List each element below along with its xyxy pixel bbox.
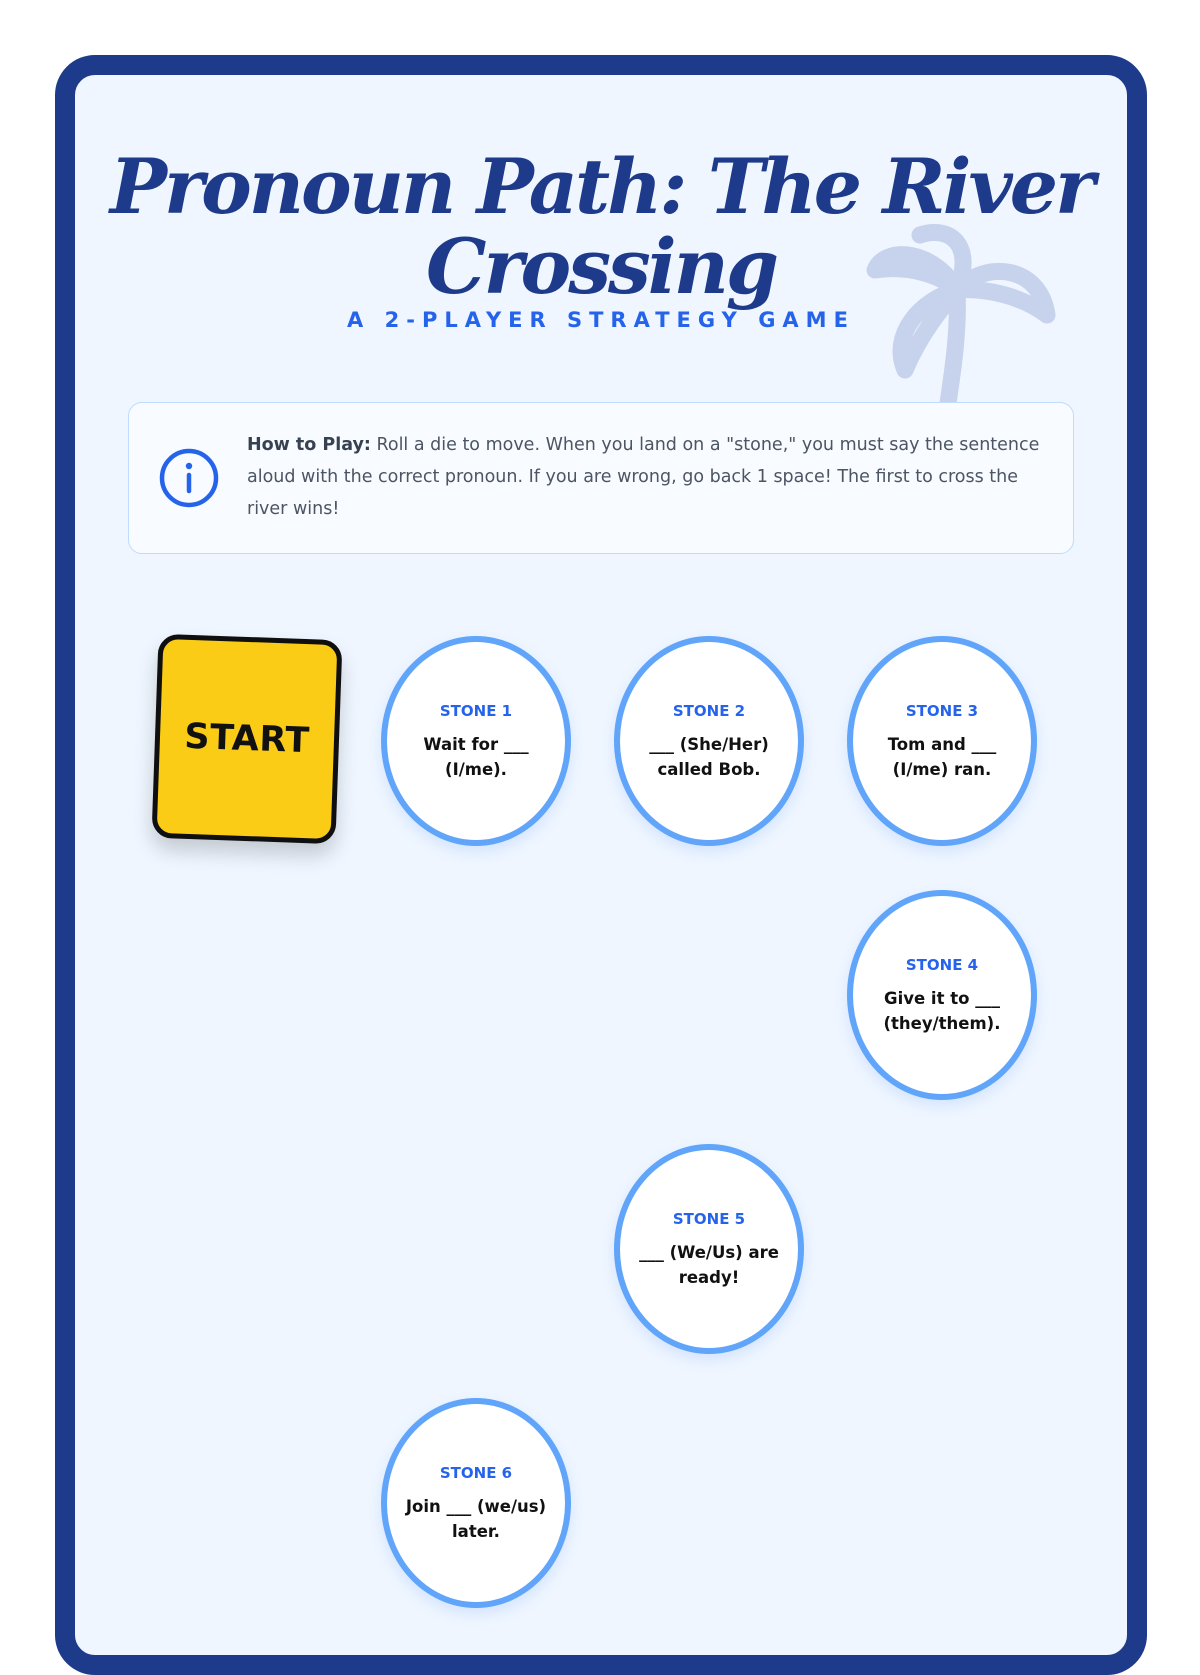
page-subtitle: A 2-PLAYER STRATEGY GAME <box>347 308 855 332</box>
stone-3[interactable] <box>847 636 1037 846</box>
start-tile[interactable] <box>151 634 342 844</box>
stone-sentence: ___ (We/Us) are ready! <box>639 1243 779 1287</box>
stone-number: STONE 6 <box>439 1464 513 1482</box>
stone-number: STONE 3 <box>905 702 979 720</box>
stone-sentence: Tom and ___ (I/me) ran. <box>887 735 997 779</box>
how-to-play-body: Roll a die to move. When you land on a "stone," you must say the sentence aloud with the correct pronoun. If you are wrong, go back 1 space! The first to cross the river wins! <box>247 435 1040 519</box>
stone-5[interactable] <box>614 1144 804 1354</box>
stone-2[interactable] <box>614 636 804 846</box>
stone-sentence: Join ___ (we/us) later. <box>405 1497 547 1541</box>
stone-number: STONE 2 <box>672 702 746 720</box>
how-to-play-lead: How to Play: <box>247 435 371 455</box>
stone-sentence: Wait for ___ (I/me). <box>423 735 529 779</box>
stone-sentence: Give it to ___ (they/them). <box>883 989 1001 1033</box>
info-circle-icon <box>157 446 221 510</box>
game-board <box>55 55 1147 1675</box>
stone-sentence: ___ (She/Her) called Bob. <box>649 735 769 779</box>
page-title: Pronoun Path: The River Crossing <box>109 142 1093 311</box>
stone-number: STONE 4 <box>905 956 979 974</box>
stone-1[interactable] <box>381 636 571 846</box>
stone-number: STONE 5 <box>672 1210 746 1228</box>
stone-number: STONE 1 <box>439 702 513 720</box>
stone-6[interactable] <box>381 1398 571 1608</box>
stone-4[interactable] <box>847 890 1037 1100</box>
start-label: START <box>183 716 311 762</box>
how-to-play-text <box>247 429 1047 525</box>
how-to-play-box <box>128 402 1074 554</box>
